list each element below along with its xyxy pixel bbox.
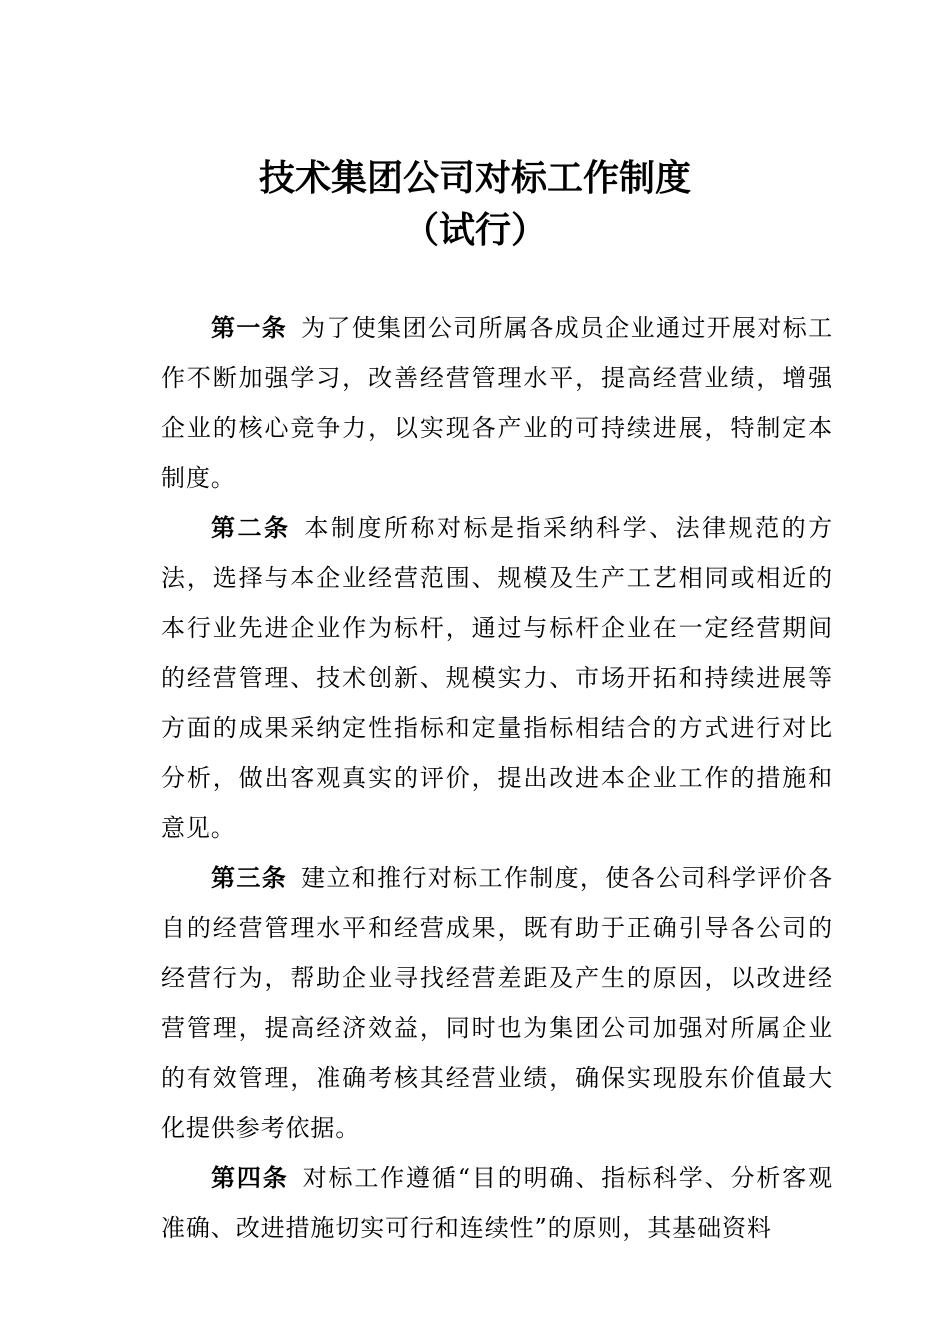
document-subtitle: （试行）	[402, 210, 547, 251]
article-label: 第二条	[211, 514, 291, 542]
article-paragraph	[161, 503, 833, 853]
article-paragraph	[161, 853, 833, 1153]
article-paragraph	[161, 1153, 833, 1253]
article-label: 第四条	[211, 1164, 289, 1192]
article-label: 第一条	[211, 314, 288, 342]
article-text: 对标工作遵循“目的明确、指标科学、分析客观准确、改进措施切实可行和连续性”的原则，其基础资料	[161, 1164, 834, 1242]
article-label: 第三条	[211, 864, 288, 892]
article-text: 为了使集团公司所属各成员企业通过开展对标工作不断加强学习，改善经营管理水平，提高经营业绩，增强企业的核心竞争力，以实现各产业的可持续进展，特制定本制度。	[161, 314, 833, 492]
document-body	[161, 303, 833, 1253]
article-text: 本制度所称对标是指采纳科学、法律规范的方法，选择与本企业经营范围、规模及生产工艺相同或相近的本行业先进企业作为标杆，通过与标杆企业在一定经营期间的经营管理、技术创新、规模实力、市场开拓和持续进展等方面的成果采纳定性指标和定量指标相结合的方式进行对比分析，做出客观真实的评价，提出改进本企业工作的措施和意见。	[161, 514, 833, 842]
document-title: 技术集团公司对标工作制度	[258, 158, 691, 199]
article-paragraph	[161, 303, 833, 503]
article-text: 建立和推行对标工作制度，使各公司科学评价各自的经营管理水平和经营成果，既有助于正确引导各公司的经营行为，帮助企业寻找经营差距及产生的原因，以改进经营管理，提高经济效益，同时也为集团公司加强对所属企业的有效管理，准确考核其经营业绩，确保实现股东价值最大化提供参考依据。	[161, 864, 833, 1142]
